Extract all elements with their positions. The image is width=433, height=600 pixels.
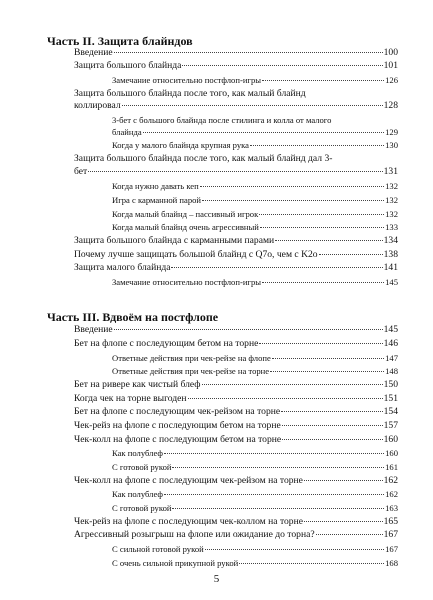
- toc-entry: Чек-колл на флопе с последующим бетом на торне 160: [74, 434, 398, 445]
- toc-entry-line1: 3-бет с большого блайнда после стилинга и колла от малого: [112, 115, 332, 125]
- toc-entry: Ответные действия при чек-рейзе на торне 148: [112, 366, 398, 376]
- toc-entry: Как полублеф 160: [112, 448, 398, 458]
- toc-entry: Замечание относительно постфлоп-игры 145: [112, 277, 398, 287]
- toc-entry: Бет на флопе с последующим чек-рейзом на торне 154: [74, 406, 398, 417]
- toc-entry: блайнда 129: [112, 127, 398, 137]
- toc-entry: Бет на флопе с последующим бетом на торне 146: [74, 338, 398, 349]
- toc-entry: Почему лучше защищать большой блайнд с Q7o, чем с K2o 138: [74, 249, 398, 260]
- toc-entry: Чек-рейз на флопе с последующим чек-коллом на торне 165: [74, 516, 398, 527]
- toc-entry: Когда у малого блайнда крупная рука 130: [112, 140, 398, 150]
- toc-entry-line1: Защита большого блайнда после того, как малый блайнд дал 3-: [74, 153, 333, 164]
- page-number: 5: [213, 573, 220, 585]
- toc-entry: Введение 100: [74, 47, 398, 58]
- toc-entry: Когда чек на торне выгоден 151: [74, 393, 398, 404]
- toc-entry: коллировал 128: [74, 100, 398, 111]
- toc-entry: Введение 145: [74, 324, 398, 335]
- toc-entry: С готовой рукой 161: [112, 462, 398, 472]
- toc-entry: С очень сильной прикупной рукой 168: [112, 558, 398, 568]
- toc-entry: Чек-колл на флопе с последующим чек-рейзом на торне 162: [74, 475, 398, 486]
- toc-entry: Защита малого блайнда 141: [74, 262, 398, 273]
- toc-entry-line1: Защита большого блайнда после того, как малый блайнд: [74, 88, 306, 99]
- toc-entry: Защита большого блайнда 101: [74, 60, 398, 71]
- toc-entry: Когда нужно давать кеп 132: [112, 181, 398, 191]
- toc-entry: Ответные действия при чек-рейзе на флопе 147: [112, 353, 398, 363]
- toc-entry: Игра с карманной парой 132: [112, 195, 398, 205]
- toc-entry: С готовой рукой 163: [112, 503, 398, 513]
- toc-entry: Когда малый блайнд очень агрессивный 133: [112, 222, 398, 232]
- toc-entry: Чек-рейз на флопе с последующим бетом на торне 157: [74, 420, 398, 431]
- part3-title: Часть III. Вдвоём на постфлопе: [47, 310, 219, 324]
- part2-title: Часть II. Защита блайндов: [47, 34, 193, 48]
- toc-entry: бет 131: [74, 166, 398, 177]
- toc-entry: Как полублеф 162: [112, 489, 398, 499]
- toc-entry: Когда малый блайнд – пассивный игрок 132: [112, 209, 398, 219]
- toc-entry: Защита большого блайнда с карманными парами 134: [74, 235, 398, 246]
- toc-entry: Агрессивный розыгрыш на флопе или ожидание до торна? 167: [74, 529, 398, 540]
- toc-entry: Замечание относительно постфлоп-игры 126: [112, 75, 398, 85]
- toc-entry: Бет на ривере как чистый блеф 150: [74, 379, 398, 390]
- toc-entry: С сильной готовой рукой 167: [112, 544, 398, 554]
